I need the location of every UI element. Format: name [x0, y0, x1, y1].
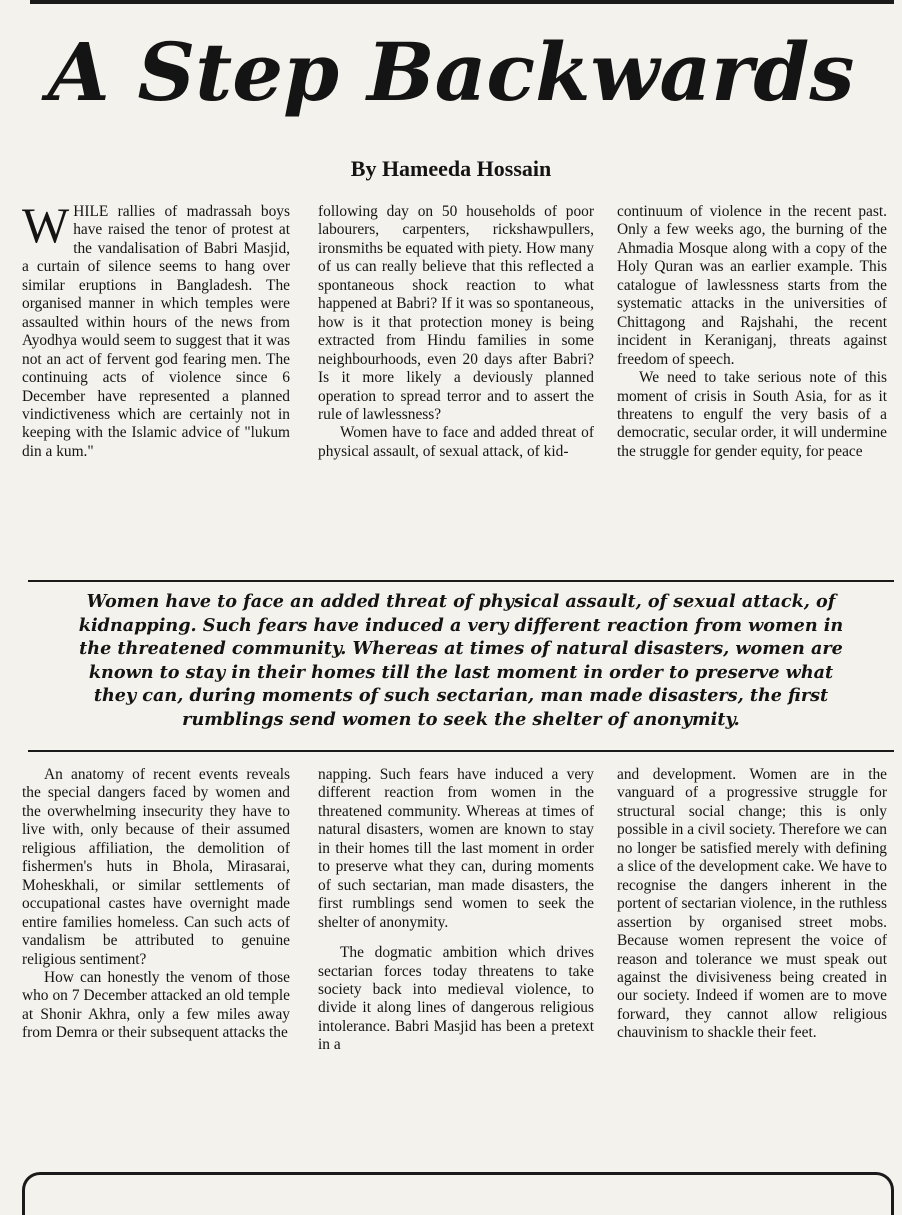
pull-quote-line: kidnapping. Such fears have induced a very different reaction from women in [78, 614, 844, 636]
pull-quote-line: the threatened community. Whereas at times of natural disasters, women are [79, 638, 843, 659]
pull-quote-line: Women have to face an added threat of physical assault, of sexual attack, of [86, 591, 836, 612]
column-6-paragraph-1: and development. Women are in the vanguard of a progressive struggle for structural social change; this is only possible in a civil society. Therefore we can no longer be satisfied merely with defining a slice of the development cake. We have to recognise the dangers inherent in the portent of sectarian violence, in the ruthless assertion by organised street mobs. Because women represent the voice of reason and tolerance we must speak out against the divisiveness being created in our society. Indeed if women are to move forward, they cannot allow religious chauvinism to shackle their feet. [617, 766, 887, 1042]
byline: By Hameeda Hossain [350, 156, 552, 181]
column-3-paragraph-1: continuum of violence in the recent past. Only a few weeks ago, the burning of the Ahmadia Mosque along with a copy of the Holy Quran was an earlier example. This catalogue of lawlessness starts from the systematic attacks in the universities of Chittagong and Rajshahi, the recent incident in Keraniganj, threats against freedom of speech. [617, 203, 887, 368]
column-3 [617, 203, 887, 573]
column-6 [617, 766, 887, 1171]
drop-cap: W [22, 203, 70, 253]
column-5 [318, 766, 594, 1171]
top-rule [30, 0, 894, 4]
pull-quote-line: rumblings send women to seek the shelter of anonymity. [182, 708, 740, 730]
column-5-paragraph-1: napping. Such fears have induced a very different reaction from women in the threatened community. Whereas at times of natural disasters, women are known to stay in their homes till the last moment in order to preserve what they can, during moments of such sectarian, man made disasters, the first rumblings send women to seek the shelter of anonymity. [318, 766, 594, 931]
column-2-paragraph-1: following day on 50 households of poor labourers, carpenters, rickshawpullers, ironsmiths be equated with piety. How many of us can really believe that this reflected a spontaneous shock reaction to what happened at Babri? If it was so spontaneous, how is it that protection money is being extracted from Hindu families in some neighbourhoods, even 20 days after Babri? Is it more likely a deviously planned operation to spread terror and to assert the rule of lawlessness? [318, 203, 594, 423]
pull-quote-line: known to stay in their homes till the last moment in order to preserve what [88, 661, 834, 683]
headline: A Step Backwards [47, 25, 855, 119]
pull-quote [28, 590, 894, 731]
column-1-text: HILE rallies of madrassah boys have raised the tenor of protest at the vandalisation of Babri Masjid, a curtain of silence seems to hang over similar eruptions in Bangladesh. The organised manner in which temples were assaulted within hours of the news from Ayodhya would seem to suggest that it was not an act of fervent god fearing men. The continuing acts of violence since 6 December have represented a planned vindictiveness which are certainly not in keeping with the Islamic advice of "lukum din a kum." [22, 203, 290, 460]
column-3-paragraph-2: We need to take serious note of this moment of crisis in South Asia, for as it threatens to engulf the very basis of a democratic, secular order, it will undermine the struggle for gender equity, for peace [617, 369, 887, 460]
bottom-box-edge [22, 1172, 894, 1215]
pull-quote-bottom-rule [28, 750, 894, 752]
column-4 [22, 766, 290, 1171]
column-2-paragraph-2: Women have to face and added threat of physical assault, of sexual attack, of kid- [318, 424, 594, 460]
column-1 [22, 203, 290, 573]
column-5-paragraph-2: The dogmatic ambition which drives sectarian forces today threatens to take society back into medieval violence, to divide it along lines of dangerous religious intolerance. Babri Masjid has been a pretext in a [318, 944, 594, 1054]
column-1-paragraph-1 [22, 203, 290, 461]
pull-quote-line: they can, during moments of such sectarian, man made disasters, the first [93, 685, 829, 706]
column-4-paragraph-1: An anatomy of recent events reveals the special dangers faced by women and the overwhelming insecurity they have to live with, only because of their assumed religious affiliation, the demolition of fishermen's huts in Bhola, Mirasarai, Moheskhali, or similar settlements of occupational castes have overnight made entire families homeless. Can such acts of vandalism be attributed to genuine religious sentiment? [22, 766, 290, 968]
pull-quote-top-rule [28, 580, 894, 582]
column-2 [318, 203, 594, 573]
column-4-paragraph-2: How can honestly the venom of those who on 7 December attacked an old temple at Shonir Akhra, only a few miles away from Demra or their subsequent attacks the [22, 968, 290, 1042]
